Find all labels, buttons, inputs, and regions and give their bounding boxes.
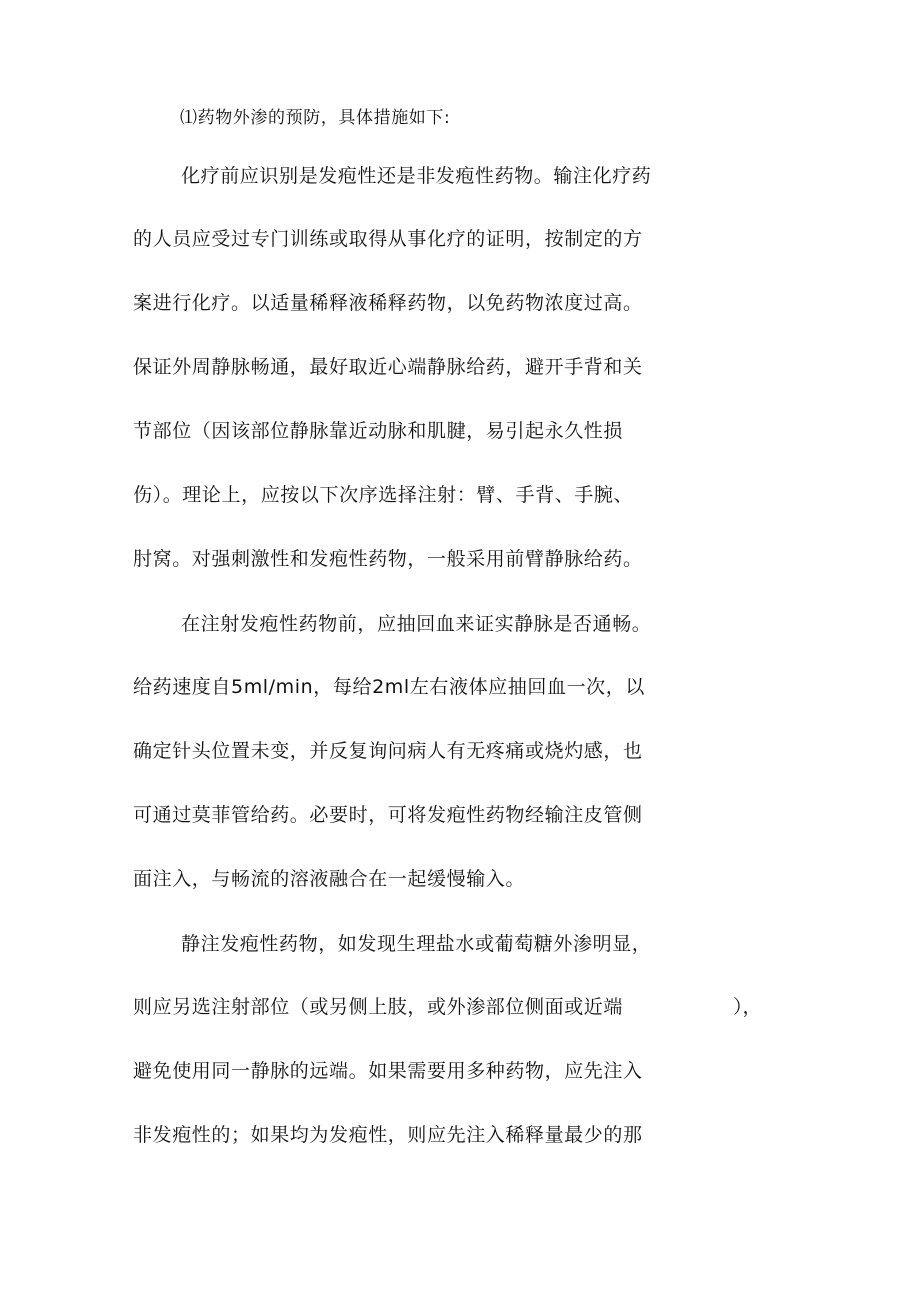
paragraph-line-trailing-punct: ）， [733, 996, 762, 1018]
paragraph-line: 非发疱性的；如果均为发疱性，则应先注入稀释量最少的那 [133, 1124, 643, 1146]
paragraph-line: 则应另选注射部位（或另侧上肢，或外渗部位侧面或近端 [133, 996, 624, 1018]
section-heading: ⑴药物外渗的预防，具体措施如下: [180, 108, 451, 128]
paragraph-line: 可通过莫菲管给药。必要时，可将发疱性药物经输注皮管侧 [133, 804, 643, 826]
paragraph-line: 给药速度自5ml/min，每给2ml左右液体应抽回血一次，以 [133, 676, 645, 698]
paragraph-line: 节部位（因该部位静脉靠近动脉和肌腱，易引起永久性损 [133, 420, 624, 442]
paragraph-line: 确定针头位置未变，并反复询问病人有无疼痛或烧灼感，也 [133, 740, 643, 762]
paragraph-line: 面注入，与畅流的溶液融合在一起缓慢输入。 [133, 868, 526, 890]
paragraph-line: 伤）。理论上，应按以下次序选择注射：臂、手背、手腕、 [133, 484, 634, 506]
paragraph-line: 保证外周静脉畅通，最好取近心端静脉给药，避开手背和关 [133, 356, 643, 378]
paragraph-line: 的人员应受过专门训练或取得从事化疗的证明，按制定的方 [133, 228, 643, 250]
paragraph-line: 静注发疱性药物，如发现生理盐水或葡萄糖外渗明显， [181, 933, 652, 955]
paragraph-line: 化疗前应识别是发疱性还是非发疱性药物。输注化疗药 [181, 165, 652, 187]
paragraph-line: 案进行化疗。以适量稀释液稀释药物，以免药物浓度过高。 [133, 292, 643, 314]
paragraph-line: 在注射发疱性药物前，应抽回血来证实静脉是否通畅。 [181, 613, 652, 635]
paragraph-line: 肘窝。对强刺激性和发疱性药物，一般采用前臂静脉给药。 [133, 548, 643, 570]
paragraph-line: 避免使用同一静脉的远端。如果需要用多种药物，应先注入 [133, 1060, 643, 1082]
